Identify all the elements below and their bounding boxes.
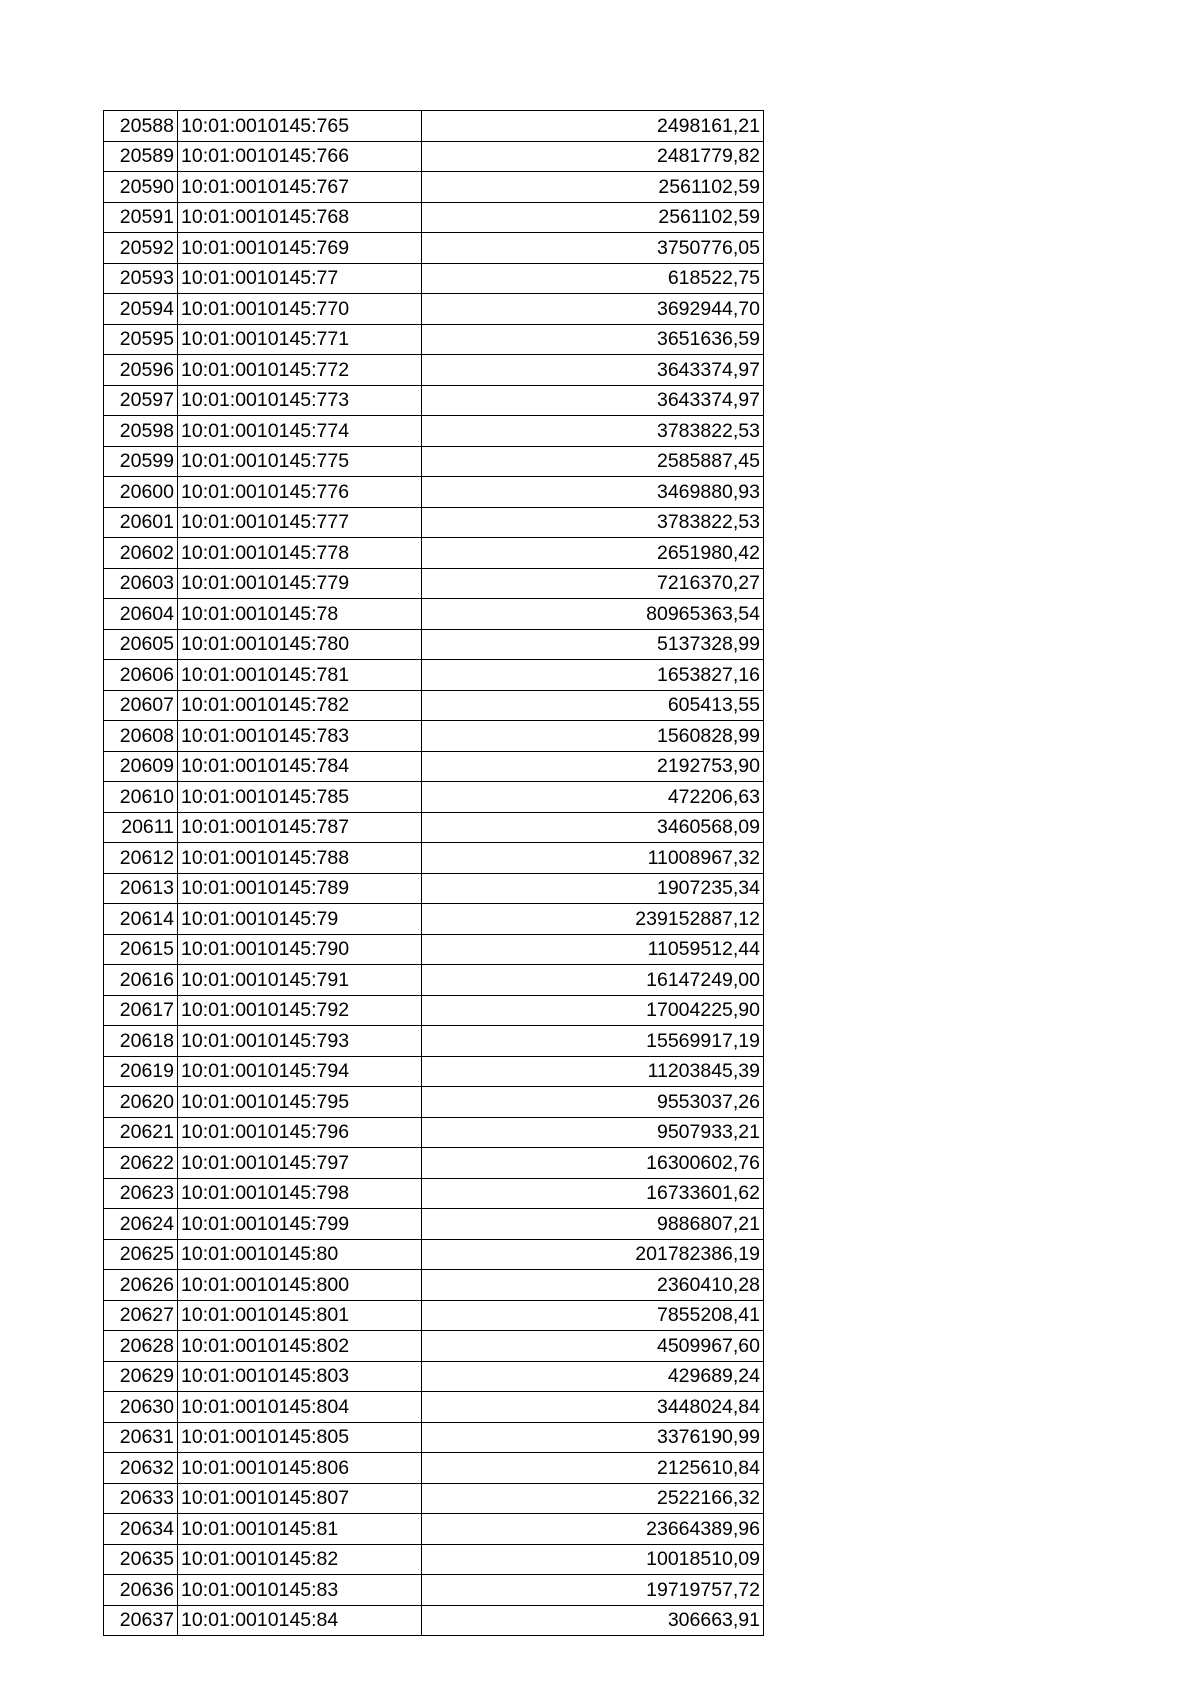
value-cell: 16300602,76 bbox=[422, 1148, 764, 1179]
value-cell: 4509967,60 bbox=[422, 1331, 764, 1362]
value-cell: 11059512,44 bbox=[422, 934, 764, 965]
cadastral-number-cell: 10:01:0010145:800 bbox=[178, 1270, 422, 1301]
table-row bbox=[104, 1483, 764, 1514]
table-row bbox=[104, 934, 764, 965]
row-number-cell: 20611 bbox=[104, 812, 178, 843]
value-cell: 3448024,84 bbox=[422, 1392, 764, 1423]
value-cell: 19719757,72 bbox=[422, 1575, 764, 1606]
table-row bbox=[104, 995, 764, 1026]
value-cell: 2585887,45 bbox=[422, 446, 764, 477]
row-number-cell: 20635 bbox=[104, 1544, 178, 1575]
value-cell: 11203845,39 bbox=[422, 1056, 764, 1087]
cadastral-number-cell: 10:01:0010145:769 bbox=[178, 233, 422, 264]
table-row bbox=[104, 1148, 764, 1179]
value-cell: 80965363,54 bbox=[422, 599, 764, 630]
cadastral-number-cell: 10:01:0010145:783 bbox=[178, 721, 422, 752]
cadastral-number-cell: 10:01:0010145:805 bbox=[178, 1422, 422, 1453]
table-row bbox=[104, 1117, 764, 1148]
row-number-cell: 20588 bbox=[104, 111, 178, 142]
table-row bbox=[104, 843, 764, 874]
row-number-cell: 20617 bbox=[104, 995, 178, 1026]
table-row bbox=[104, 507, 764, 538]
value-cell: 16147249,00 bbox=[422, 965, 764, 996]
cadastral-number-cell: 10:01:0010145:77 bbox=[178, 263, 422, 294]
row-number-cell: 20594 bbox=[104, 294, 178, 325]
table-row bbox=[104, 1026, 764, 1057]
table-row bbox=[104, 1056, 764, 1087]
cadastral-number-cell: 10:01:0010145:772 bbox=[178, 355, 422, 386]
table-row bbox=[104, 1575, 764, 1606]
value-cell: 1653827,16 bbox=[422, 660, 764, 691]
row-number-cell: 20623 bbox=[104, 1178, 178, 1209]
cadastral-number-cell: 10:01:0010145:798 bbox=[178, 1178, 422, 1209]
value-cell: 3783822,53 bbox=[422, 507, 764, 538]
value-cell: 5137328,99 bbox=[422, 629, 764, 660]
row-number-cell: 20603 bbox=[104, 568, 178, 599]
cadastral-number-cell: 10:01:0010145:780 bbox=[178, 629, 422, 660]
value-cell: 9507933,21 bbox=[422, 1117, 764, 1148]
table-row bbox=[104, 599, 764, 630]
cadastral-number-cell: 10:01:0010145:768 bbox=[178, 202, 422, 233]
row-number-cell: 20599 bbox=[104, 446, 178, 477]
value-cell: 17004225,90 bbox=[422, 995, 764, 1026]
table-row bbox=[104, 538, 764, 569]
cadastral-number-cell: 10:01:0010145:788 bbox=[178, 843, 422, 874]
table-row bbox=[104, 1605, 764, 1636]
value-cell: 2522166,32 bbox=[422, 1483, 764, 1514]
cadastral-number-cell: 10:01:0010145:793 bbox=[178, 1026, 422, 1057]
table-row bbox=[104, 1422, 764, 1453]
row-number-cell: 20625 bbox=[104, 1239, 178, 1270]
value-cell: 3469880,93 bbox=[422, 477, 764, 508]
value-cell: 3643374,97 bbox=[422, 355, 764, 386]
table-row bbox=[104, 873, 764, 904]
table-row bbox=[104, 111, 764, 142]
value-cell: 605413,55 bbox=[422, 690, 764, 721]
value-cell: 2125610,84 bbox=[422, 1453, 764, 1484]
table-row bbox=[104, 202, 764, 233]
cadastral-number-cell: 10:01:0010145:771 bbox=[178, 324, 422, 355]
row-number-cell: 20605 bbox=[104, 629, 178, 660]
table-row bbox=[104, 660, 764, 691]
value-cell: 3643374,97 bbox=[422, 385, 764, 416]
row-number-cell: 20620 bbox=[104, 1087, 178, 1118]
table-row bbox=[104, 294, 764, 325]
table-row bbox=[104, 263, 764, 294]
value-cell: 3750776,05 bbox=[422, 233, 764, 264]
table-row bbox=[104, 812, 764, 843]
table-row bbox=[104, 1544, 764, 1575]
cadastral-number-cell: 10:01:0010145:84 bbox=[178, 1605, 422, 1636]
table-row bbox=[104, 172, 764, 203]
row-number-cell: 20596 bbox=[104, 355, 178, 386]
row-number-cell: 20632 bbox=[104, 1453, 178, 1484]
row-number-cell: 20633 bbox=[104, 1483, 178, 1514]
cadastral-number-cell: 10:01:0010145:81 bbox=[178, 1514, 422, 1545]
row-number-cell: 20636 bbox=[104, 1575, 178, 1606]
table-row bbox=[104, 446, 764, 477]
value-cell: 15569917,19 bbox=[422, 1026, 764, 1057]
row-number-cell: 20624 bbox=[104, 1209, 178, 1240]
cadastral-number-cell: 10:01:0010145:765 bbox=[178, 111, 422, 142]
data-table bbox=[103, 110, 764, 1636]
row-number-cell: 20628 bbox=[104, 1331, 178, 1362]
value-cell: 9553037,26 bbox=[422, 1087, 764, 1118]
value-cell: 2192753,90 bbox=[422, 751, 764, 782]
cadastral-number-cell: 10:01:0010145:79 bbox=[178, 904, 422, 935]
value-cell: 239152887,12 bbox=[422, 904, 764, 935]
cadastral-number-cell: 10:01:0010145:794 bbox=[178, 1056, 422, 1087]
value-cell: 7855208,41 bbox=[422, 1300, 764, 1331]
table-row bbox=[104, 416, 764, 447]
table-row bbox=[104, 1300, 764, 1331]
table-body bbox=[104, 111, 764, 1636]
value-cell: 2360410,28 bbox=[422, 1270, 764, 1301]
table-row bbox=[104, 629, 764, 660]
row-number-cell: 20608 bbox=[104, 721, 178, 752]
value-cell: 1907235,34 bbox=[422, 873, 764, 904]
table-row bbox=[104, 1392, 764, 1423]
cadastral-number-cell: 10:01:0010145:781 bbox=[178, 660, 422, 691]
row-number-cell: 20592 bbox=[104, 233, 178, 264]
table-row bbox=[104, 1239, 764, 1270]
cadastral-number-cell: 10:01:0010145:791 bbox=[178, 965, 422, 996]
cadastral-number-cell: 10:01:0010145:779 bbox=[178, 568, 422, 599]
cadastral-number-cell: 10:01:0010145:785 bbox=[178, 782, 422, 813]
cadastral-number-cell: 10:01:0010145:80 bbox=[178, 1239, 422, 1270]
row-number-cell: 20631 bbox=[104, 1422, 178, 1453]
row-number-cell: 20602 bbox=[104, 538, 178, 569]
table-row bbox=[104, 1209, 764, 1240]
table-row bbox=[104, 355, 764, 386]
table-row bbox=[104, 568, 764, 599]
table-row bbox=[104, 782, 764, 813]
table-row bbox=[104, 721, 764, 752]
cadastral-number-cell: 10:01:0010145:792 bbox=[178, 995, 422, 1026]
table-row bbox=[104, 385, 764, 416]
row-number-cell: 20593 bbox=[104, 263, 178, 294]
cadastral-number-cell: 10:01:0010145:799 bbox=[178, 1209, 422, 1240]
value-cell: 2561102,59 bbox=[422, 202, 764, 233]
value-cell: 429689,24 bbox=[422, 1361, 764, 1392]
cadastral-number-cell: 10:01:0010145:776 bbox=[178, 477, 422, 508]
row-number-cell: 20612 bbox=[104, 843, 178, 874]
value-cell: 3376190,99 bbox=[422, 1422, 764, 1453]
row-number-cell: 20616 bbox=[104, 965, 178, 996]
value-cell: 16733601,62 bbox=[422, 1178, 764, 1209]
cadastral-number-cell: 10:01:0010145:773 bbox=[178, 385, 422, 416]
cadastral-number-cell: 10:01:0010145:803 bbox=[178, 1361, 422, 1392]
cadastral-number-cell: 10:01:0010145:82 bbox=[178, 1544, 422, 1575]
row-number-cell: 20607 bbox=[104, 690, 178, 721]
value-cell: 2481779,82 bbox=[422, 141, 764, 172]
value-cell: 306663,91 bbox=[422, 1605, 764, 1636]
value-cell: 11008967,32 bbox=[422, 843, 764, 874]
row-number-cell: 20626 bbox=[104, 1270, 178, 1301]
table-row bbox=[104, 1453, 764, 1484]
cadastral-number-cell: 10:01:0010145:774 bbox=[178, 416, 422, 447]
row-number-cell: 20600 bbox=[104, 477, 178, 508]
row-number-cell: 20598 bbox=[104, 416, 178, 447]
value-cell: 3651636,59 bbox=[422, 324, 764, 355]
table-row bbox=[104, 477, 764, 508]
cadastral-number-cell: 10:01:0010145:782 bbox=[178, 690, 422, 721]
row-number-cell: 20613 bbox=[104, 873, 178, 904]
table-row bbox=[104, 1514, 764, 1545]
table-row bbox=[104, 965, 764, 996]
table-row bbox=[104, 1361, 764, 1392]
cadastral-number-cell: 10:01:0010145:807 bbox=[178, 1483, 422, 1514]
row-number-cell: 20604 bbox=[104, 599, 178, 630]
value-cell: 1560828,99 bbox=[422, 721, 764, 752]
table-row bbox=[104, 1087, 764, 1118]
row-number-cell: 20601 bbox=[104, 507, 178, 538]
row-number-cell: 20591 bbox=[104, 202, 178, 233]
row-number-cell: 20614 bbox=[104, 904, 178, 935]
table-row bbox=[104, 324, 764, 355]
cadastral-number-cell: 10:01:0010145:806 bbox=[178, 1453, 422, 1484]
value-cell: 9886807,21 bbox=[422, 1209, 764, 1240]
value-cell: 472206,63 bbox=[422, 782, 764, 813]
cadastral-number-cell: 10:01:0010145:796 bbox=[178, 1117, 422, 1148]
row-number-cell: 20597 bbox=[104, 385, 178, 416]
table-row bbox=[104, 141, 764, 172]
cadastral-number-cell: 10:01:0010145:777 bbox=[178, 507, 422, 538]
cadastral-number-cell: 10:01:0010145:804 bbox=[178, 1392, 422, 1423]
value-cell: 23664389,96 bbox=[422, 1514, 764, 1545]
row-number-cell: 20609 bbox=[104, 751, 178, 782]
table-row bbox=[104, 1178, 764, 1209]
cadastral-number-cell: 10:01:0010145:775 bbox=[178, 446, 422, 477]
table-row bbox=[104, 1270, 764, 1301]
row-number-cell: 20621 bbox=[104, 1117, 178, 1148]
value-cell: 3783822,53 bbox=[422, 416, 764, 447]
value-cell: 10018510,09 bbox=[422, 1544, 764, 1575]
cadastral-number-cell: 10:01:0010145:789 bbox=[178, 873, 422, 904]
row-number-cell: 20629 bbox=[104, 1361, 178, 1392]
cadastral-number-cell: 10:01:0010145:801 bbox=[178, 1300, 422, 1331]
cadastral-number-cell: 10:01:0010145:778 bbox=[178, 538, 422, 569]
row-number-cell: 20619 bbox=[104, 1056, 178, 1087]
value-cell: 2561102,59 bbox=[422, 172, 764, 203]
row-number-cell: 20606 bbox=[104, 660, 178, 691]
table-row bbox=[104, 751, 764, 782]
value-cell: 3692944,70 bbox=[422, 294, 764, 325]
value-cell: 618522,75 bbox=[422, 263, 764, 294]
cadastral-number-cell: 10:01:0010145:83 bbox=[178, 1575, 422, 1606]
row-number-cell: 20615 bbox=[104, 934, 178, 965]
cadastral-number-cell: 10:01:0010145:784 bbox=[178, 751, 422, 782]
table-row bbox=[104, 690, 764, 721]
cadastral-number-cell: 10:01:0010145:787 bbox=[178, 812, 422, 843]
cadastral-number-cell: 10:01:0010145:790 bbox=[178, 934, 422, 965]
table-row bbox=[104, 1331, 764, 1362]
value-cell: 2651980,42 bbox=[422, 538, 764, 569]
row-number-cell: 20637 bbox=[104, 1605, 178, 1636]
value-cell: 2498161,21 bbox=[422, 111, 764, 142]
value-cell: 201782386,19 bbox=[422, 1239, 764, 1270]
cadastral-number-cell: 10:01:0010145:767 bbox=[178, 172, 422, 203]
row-number-cell: 20618 bbox=[104, 1026, 178, 1057]
cadastral-number-cell: 10:01:0010145:797 bbox=[178, 1148, 422, 1179]
row-number-cell: 20590 bbox=[104, 172, 178, 203]
cadastral-number-cell: 10:01:0010145:78 bbox=[178, 599, 422, 630]
value-cell: 3460568,09 bbox=[422, 812, 764, 843]
cadastral-number-cell: 10:01:0010145:795 bbox=[178, 1087, 422, 1118]
cadastral-number-cell: 10:01:0010145:770 bbox=[178, 294, 422, 325]
row-number-cell: 20634 bbox=[104, 1514, 178, 1545]
row-number-cell: 20589 bbox=[104, 141, 178, 172]
row-number-cell: 20622 bbox=[104, 1148, 178, 1179]
table-row bbox=[104, 233, 764, 264]
row-number-cell: 20627 bbox=[104, 1300, 178, 1331]
row-number-cell: 20630 bbox=[104, 1392, 178, 1423]
row-number-cell: 20610 bbox=[104, 782, 178, 813]
cadastral-number-cell: 10:01:0010145:802 bbox=[178, 1331, 422, 1362]
table-row bbox=[104, 904, 764, 935]
cadastral-number-cell: 10:01:0010145:766 bbox=[178, 141, 422, 172]
row-number-cell: 20595 bbox=[104, 324, 178, 355]
value-cell: 7216370,27 bbox=[422, 568, 764, 599]
